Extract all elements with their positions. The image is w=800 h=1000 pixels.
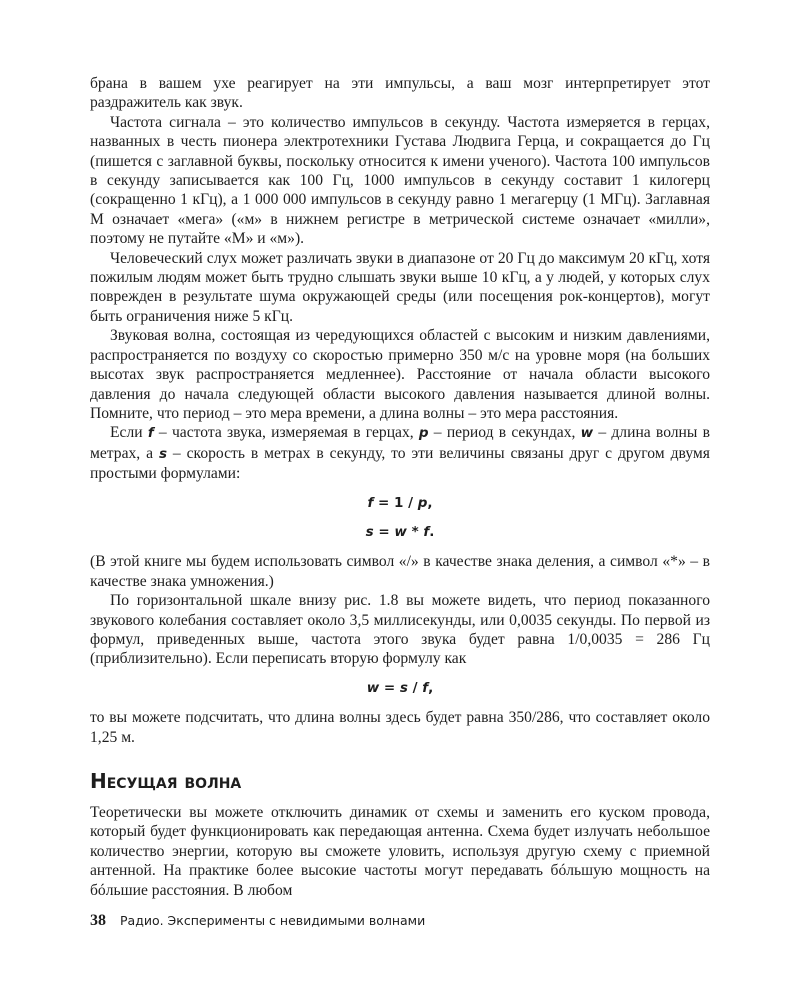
- running-title: Радио. Эксперименты с невидимыми волнами: [120, 913, 426, 928]
- paragraph-hearing-range: Человеческий слух может различать звуки в диапазоне от 20 Гц до максимум 20 кГц, хотя пожилым людям может быть трудно слышать звуки выше 10 кГц, а у людей, у которых слух поврежден в результате шума окружающей среды (или посещения рок-концертов), могут быть ограничения ниже 5 кГц.: [90, 249, 710, 325]
- formula-frequency: f = 1 / p,: [367, 494, 433, 511]
- variable-f: f: [147, 425, 154, 442]
- paragraph-symbols-note: (В этой книге мы будем использовать символ «/» в качестве знака деления, а символ «*» – в качестве знака умножения.): [90, 553, 710, 590]
- section-heading: Несущая волна: [90, 769, 242, 793]
- paragraph-sound-wave: Звуковая волна, состоящая из чередующихся областей с высоким и низким давлениями, распространяется по воздуху со скоростью примерно 350 м/с на уровне моря (на больших высотах звук распространяется медленнее). Расстояние от начала области высокого давления до начала следующей области высокого давления называется длиной волны. Помните, что период – это мера времени, а длина волны – это мера расстояния.: [90, 327, 710, 422]
- paragraph-period-example: По горизонтальной шкале внизу рис. 1.8 вы можете видеть, что период показанного звукового колебания составляет около 3,5 миллисекунды, или 0,0035 секунды. По первой из формул, приведенных выше, частота этого звука будет равна 1/0,0035 = 286 Гц (приблизительно). Если переписать вторую формулу как: [90, 592, 710, 668]
- page-number: 38: [90, 912, 106, 929]
- variable-w: w: [580, 425, 594, 442]
- variable-p: p: [418, 425, 429, 442]
- text-fragment: – частота звука, измеряемая в герцах,: [153, 424, 419, 442]
- formula-speed: s = w * f.: [365, 523, 435, 540]
- text-fragment: – период в секундах,: [428, 424, 581, 442]
- text-fragment: Если: [110, 424, 148, 442]
- paragraph-variables: [90, 423, 710, 483]
- paragraph-carrier-wave: Теоретически вы можете отключить динамик от схемы и заменить его куском провода, который будет функционировать как передающая антенна. Схема будет излучать небольшое количество энергии, которую вы сможете уловить, используя другую схему с приемной антенной. На практике более высокие частоты могут передавать бóльшую мощность на бóльшие расстояния. В любом: [90, 804, 710, 899]
- paragraph-wavelength-result: то вы можете подсчитать, что длина волны здесь будет равна 350/286, что составляет около 1,25 м.: [90, 709, 710, 746]
- text-fragment: – скорость в метрах в секунду, то эти величины связаны друг с другом двумя простыми формулами:: [90, 444, 710, 483]
- page-body: [90, 74, 710, 900]
- text-fragment: – длина волны в метрах, а: [90, 424, 710, 462]
- page-footer: [90, 912, 425, 932]
- formula-wavelength: w = s / f,: [366, 679, 434, 696]
- variable-s: s: [158, 445, 167, 462]
- paragraph-frequency: Частота сигнала – это количество импульсов в секунду. Частота измеряется в герцах, названных в честь пионера электротехники Густава Людвига Герца, и сокращается до Гц (пишется с заглавной буквы, поскольку относится к имени ученого). Частота 100 импульсов в секунду записывается как 100 Гц, 1000 импульсов в секунду составит 1 килогерц (сокращенно 1 кГц), а 1 000 000 импульсов в секунду равно 1 мегагерцу (1 МГц). Заглавная М означает «мега» («м» в нижнем регистре в метрической системе означает «милли», поэтому не путайте «М» и «м»).: [90, 113, 710, 248]
- paragraph-continuation: брана в вашем ухе реагирует на эти импульсы, а ваш мозг интерпретирует этот раздражитель как звук.: [90, 75, 710, 112]
